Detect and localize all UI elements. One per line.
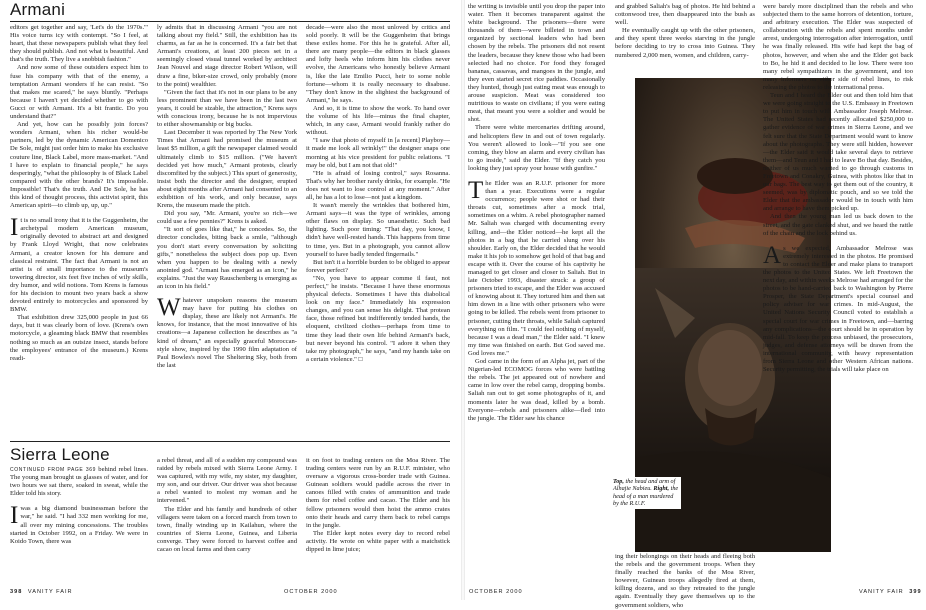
sierra-leone-column-1 [10,466,148,584]
paragraph-text: t is no small irony that it is the Guggenheim, the archetypal modern American museum, originally devoted to abstract art and designed by Frank Lloyd Wright, that now celebrates Armani, a creator known for his demure and classical restraint. The fact that Armani is not an artist is of small importance to the museum's towering director, six feet five inches of wily skills, dry humor, and wild notions. Tom Krens is famous for his decision to mount two years back a show devoted entirely to motorcycles and sponsored by BMW. [10,217,148,314]
right-column-2-bottom [615,553,755,609]
right-column-1 [468,3,605,593]
section-title-armani: Armani [10,0,66,19]
paragraph: "He is afraid of losing control," says Rosanna. That's why her brother rarely drinks, for example. "He does not want to lose control at any moment." After all, he has a lot to lose—not just a kingdom. [306,169,450,201]
paragraph: Did you say, "Mr. Armani, you're so rich—we could use a few pennies?" Krens is asked. [157,210,297,226]
paragraph-text: was a big diamond businessman before the war," he said. "I had 332 men working for me, all over my mining concessions. The troubles started in October 1992, on a Friday. We were in Koido Town, there was [10,505,148,545]
section-rule [10,21,450,22]
armani-column-2 [157,24,297,426]
paragraph: ing their belongings on their heads and fleeing both the rebels and the government troops. When they finally reached the banks of the Moa River, however, Guinean troops allegedly fired at them, killing dozens, and so they retreated to the jungle again. Eventually they gave themselves up to the government soldiers, who [615,553,755,609]
armani-column-3 [306,24,450,426]
paragraph: And yet, how can he possibly join forces? wonders Armani, when his richer would-be partners, led by the dynamic American Domenico De Sole, might just order him to make his exclusive couture line, Black Label, more mass-market. "And I have to explain to financial people," he says desperingly, "what the philosophy is of Black Label compared with the other brands? It's impossible. Impossible! That's the truth. And De Sole, he has this kind of thought process, this activist spirit, this American spirit—to climb up, up, up." [10,121,148,210]
drop-cap: I [10,214,19,242]
paragraph: And now some of these outsiders expect him to fuse his company with that of the enemy, a temptation Armani wonders if he can resist. "So that makes me scared," he says bluntly. "Perhaps because I haven't yet decided whether to go with Gucci or with Armani. It's a bit frantic. Do you understand that?" [10,64,148,121]
paragraph [468,176,605,358]
magazine-name: VANITY FAIR [27,589,73,595]
caption-top-text: the head and arm of Alhajie Nabieu. [613,478,676,493]
paragraph: the writing is invisible until you drop the paper into water. Then it becomes transparent against the white background. The prisoners—there were thousands of them—were billeted in town and organized by sectional leaders who had been chosen by the rebels. The prisoners did not resent the leaders, because they knew those who had been selected had no choice. For food they foraged bananas, cassavas, and mangoes in the jungle, and they even started secret rice paddies. Occasionally they hunted, though just eating meat was enough to arouse suspicion. Meat was considered too nutritious to waste on civilians; if you were eating meat, that meant you were a soldier and would be shot. [468,3,605,124]
issue-date: OCTOBER 2000 [284,589,338,595]
paragraph: That exhibition drew 325,000 people in just 66 days, but it was clearly born of love. (Krens's own motorcycle, a gleaming black BMW that resembles nothing so much as an outsize insect, stands before the employees' entrance of the museum.) Krens readi- [10,314,148,362]
paragraph: And so, it is time to show the work. To hand over the volume of his life—minus the final chapter, which, in any case, Armani would frankly rather do without. [306,104,450,137]
paragraph [10,466,148,498]
paragraph: it on foot to trading centers on the Moa River. The trading centers were run by an R.U.F. minister, who oversaw a vigorous cross-border trade with Guinea. Guinean soldiers would paddle across the river in canoes filled with crates of ammunition and trade them for rebel coffee and cacao. The Elder and his fellow prisoners would then hoist the ammo crates onto their heads and carry them back to rebel camps in the jungle. [306,457,450,529]
drop-cap: I [10,502,19,530]
section-rule [10,441,450,442]
paragraph [157,294,297,370]
section-title-sierra-leone: Sierra Leone [10,445,110,464]
photo-caption [611,477,681,509]
left-page [0,0,463,600]
paragraph [10,502,148,545]
page-footer-left [10,589,73,595]
paragraph: "It sort of goes like that," he concedes. So, the director concludes, biting back a smile, "although you don't start every conversation by soliciting gifts," nonetheless the subject does pop up. Even when you happen to be dealing with a newly anointed god. "Armani has emerged as an icon," he explains. "Just the way Rauschenberg is emerging as an icon in his field." [157,226,297,290]
paragraph-text: s we expected, Ambassador Melrose was extremely interested in the photos. He promised to contact the Elder and make plans to transport the photos to the United States. We left Freetown the next day, and within weeks Melrose had arranged for the photos to be hand-carried back to Washington by Pierre Prosper, the State Department's special counsel and policy adviser for war crimes. In mid-August, the United Nations Security Council voted to establish a special court for war crimes in Freetown, and—barring any complications—the court should be in operation by mid-fall. To keep the process unbiased, the prosecutors, judges, and defense attorneys will be drawn from the international community, with heavy representation from Sierra Leone and other Western African nations. Security permitting, the trials will take place on [763,244,913,374]
paragraph: Teun and I heard the Elder out and then told him that we were going straight to the U.S. Embassy in Freetown to put him in touch with Ambassador Joseph Melrose. The United States had recently allocated $250,000 to gather evidence of war crimes in Sierra Leone, and we felt sure that the State Department would want to know about the photographs. They were still hidden, however—the Elder said it would take several days to retrieve them—and Teun and I had to leave Bo that day. Besides, neither of us much wanted to go through customs in Freetown and Conakry, Guinea, with photos like that in our bags. The best way to get them out of the country, it seemed, was by diplomatic pouch, and so we told the Elder that the ambassador would be in touch with him and arrange to have them picked up. [763,92,913,213]
caption-top-label: Top, [613,478,624,485]
paragraph: God came in the form of an Alpha jet, part of the Nigerian-led ECOMOG forces who were battling the rebels. The jet appeared out of nowhere and came in low over the rebel camp, dropping bombs. Saliah ran out to get some photographs of it, and moments later he was dead, killed by a bomb. Everyone—rebels and prisoners alike—fled into the jungle. The Elder saw his chance [468,358,605,422]
page-number: 399 [909,589,922,595]
paragraph [763,241,913,375]
drop-cap: A [763,241,782,269]
drop-cap: T [468,176,484,204]
paragraph: decade—were also the most unloved by critics and sold poorly. It will be the Guggenheim that brings these exiles home. For this he is grateful. After all, there are many people—the editors in black glasses and lofty heels who inform him his clothes never evolve, the Americans who honestly believe Armani is, like the late Emilio Pucci, heir to some noble fortune—whom it is really necessary to disabuse. "They don't know in the slightest the background of Armani," he says. [306,24,450,104]
paragraph [10,214,148,314]
drop-cap: W [157,294,181,322]
paragraph: were barely more disciplined than the rebels and who subjected them to the same horrors of detention, torture, and arbitrary execution. The Elder was suspected of collaboration with the rebels and spent months under arrest, undergoing interrogation after interrogation, until he was finally released. His wife had kept the bag of photos, however, and when she and the Elder got back to Bo, he hid it and decided to lie low. There were too many rebel sympathizers in the government, and too many informers on either side of rebel lines, to risk releasing the photos to the international press. [763,3,913,91]
paragraph: ly admits that in discussing Armani "you are not talking about my field." Still, the exhibition has its charms, as far as he is concerned. It's a fair bet that Armani's creations, at least 200 pieces set in a seemingly closed visual tunnel worked by architect Jean Nouvel and stage director Robert Wilson, will draw a fine, biker-size crowd, only probably (more to the point) wealthier. [157,24,297,88]
paragraph-text: behind rebel lines. The young man brought us glasses of water, and for two hours we sat there, soaked in sweat, while the Elder told his story. [10,466,148,498]
issue-date: OCTOBER 2000 [469,589,523,595]
right-page [463,0,926,609]
sierra-leone-column-3 [306,457,450,584]
paragraph: "Given the fact that it's not in our plans to be any less prominent than we have been in the last two years, it could be sizable, the attraction," Krens says with conscious irony, because he is not impervious to either showmanship or big bucks. [157,88,297,129]
armani-column-1 [10,24,148,426]
caption-right-label: Right, [653,485,670,493]
continued-from-label: CONTINUED FROM PAGE 369 [10,467,97,473]
page-footer-right [859,589,922,595]
paragraph: "No, you have to appear comme il faut, not perfect," he insists. "Because I have these enormous physical defects. Sometimes I have this diabolical look on my face." Immediately his expression changes, and you can sense his delight. That protean face, those refined but indifferently tended hands, the eloquent, civilized clothes—perhaps from time to time they lead their own life behind Armani's back, but never beyond his control. "I adore it when they take my photograph," he says, "and my hands take on a certain violence." □ [306,274,450,363]
right-column-3 [763,3,913,593]
right-column-2-top [615,3,755,77]
paragraph: But isn't it a horrible burden to be obliged to appear forever perfect? [306,258,450,274]
paragraph-text: he Elder was an R.U.F. prisoner for more than a year. Executions were a regular occurrence; people were shot or had their throats cut, sometimes after a mock trial, sometimes on a whim. A rebel photographer named Mr. Saliah was charged with documenting every killing, and—the Elder noticed—he kept all the photos in a bag that he carried slung over his shoulder. Early on, the Elder decided that he would make it his job to somehow get hold of that bag and escape with it. Over the course of his captivity he managed to get closer and closer to Saliah. But in late October 1993, disaster struck: a group of prisoners tried to escape, and the Elder was accused of knowing about it. They tortured him and then sat him down in a line with other prisoners who were going to be killed. The rebels went from prisoner to prisoner, cutting their throats, while Saliah captured everything on film. "I could feel nothing of myself, because I was a dead man," the Elder said. "I knew my time was finished on earth. But God saved me. God loves me." [468,179,605,357]
caption-right-text: the head of a man murdered by the R.U.F. [613,485,679,508]
paragraph-text: hatever unspoken reasons the museum may have for putting his clothes on display, these are likely not Armani's. He knows, for instance, that the most innovative of his creations—a Japanese collection he describes as "a kind of dream," an especially graceful Moroccan-style show, inspired by the 1990 film adaptation of Paul Bowles's novel The Sheltering Sky, both from the last [157,297,297,369]
sierra-leone-column-2 [157,457,297,584]
paragraph: There were white mercenaries drifting around, and helicopters flew in and out of town regularly. You weren't allowed to look—"If you see one coming, they blow an alarm and every civilian has to go inside," said the Elder. "If they catch you looking they just spray your house with gunfire." [468,124,605,172]
paragraph: The Elder and his family and hundreds of other villagers were taken on a forced march from town to town, finally winding up in Kailahun, where the countries of Sierra Leone, Guinea, and Liberia converge. They were forced to harvest coffee and cacao on local farms and then carry [157,505,297,554]
paragraph: "I saw that photo of myself in [a recent] Playboy—it made me look all wrinkly!" the designer snaps one morning at his vice president for public relations. "I may be old, but I am not that old!" [306,137,450,169]
magazine-name: VANITY FAIR [859,589,904,595]
paragraph: The Elder kept notes every day to record rebel activity. He wrote on white paper with a matchstick dipped in lime juice; [306,529,450,554]
paragraph: He eventually caught up with the other prisoners, and they spent three weeks starving in the jungle before deciding to try to cross into Guinea. They numbered 2,000 men, women, and children, carry- [615,27,755,59]
page-number: 398 [10,589,23,595]
paragraph: a rebel threat, and all of a sudden my compound was raided by rebels mixed with Sierra Leone Army. I was captured, with my wife, my sister, my daughter, my son, and our driver. Our driver was shot because a rebel wanted to molest my woman and he intervened." [157,457,297,505]
paragraph: Last December it was reported by The New York Times that Armani had promised the museum at least $5 million, a gift the newspaper claimed would ultimately climb to $15 million. ("We haven't decided yet how much," Armani protests, clearly discomfited by the subject.) This spurt of generosity, insist both the director and the designer, erupted about eight months after Armani had consented to an exhibition of his work, and only because, says Krens, the museum made the pitch. [157,129,297,210]
paragraph: editors get together and say, 'Let's do the 1970s.'" His voice turns icy with contempt. "So I feel, at heart, that these newspapers publish what they feel they should publish. And not what is beautiful. And that's the truth. They live a snobbish fashion." [10,24,148,64]
paragraph: and grabbed Saliah's bag of photos. He hid behind a cottonwood tree, then disappeared into the bush as well. [615,3,755,27]
paragraph: And then the young man led us back down to the street, and the gate clanked shut, and we heard the rattle of the chain and the lock behind us. [763,213,913,237]
paragraph: It wasn't merely the wrinkles that bothered him, Armani says—it was the type of wrinkles, among other flaws on display. So unaesthetic. Such bad lighting. Such poor timing: "That day, you know, I didn't have well-rested hands. This happens from time to time, yes. But in a photograph, you cannot allow yourself to have badly tended fingernails." [306,202,450,258]
